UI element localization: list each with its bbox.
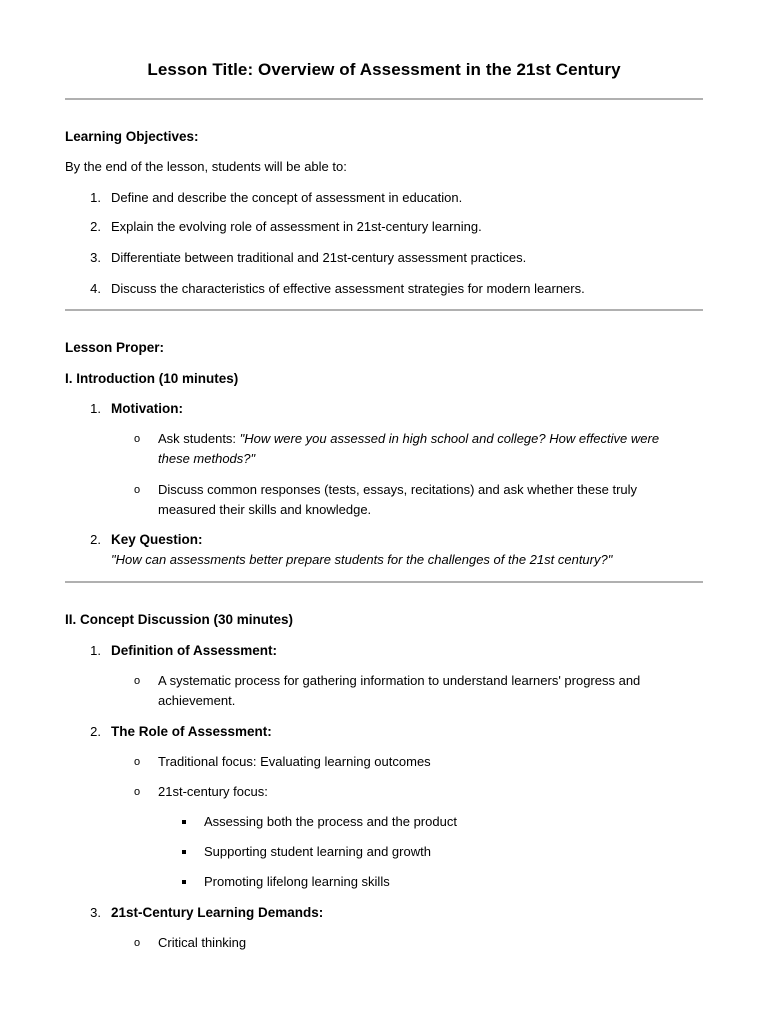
motivation-quote: "How were you assessed in high school and college? How effective were: [239, 431, 660, 446]
divider-1: [65, 98, 703, 100]
objective-item-1: Define and describe the concept of assessment in education.: [111, 190, 463, 205]
definition-line1: A systematic process for gathering information to understand learners' progress and: [158, 673, 641, 688]
key-question-text: "How can assessments better prepare students for the challenges of the 21st century?": [111, 552, 613, 567]
square-bullet-icon: [182, 880, 186, 884]
role-label: The Role of Assessment:: [111, 724, 272, 739]
objective-item-2: Explain the evolving role of assessment in 21st-century learning.: [111, 219, 482, 234]
divider-2: [65, 309, 703, 311]
motivation-prefix: Ask students:: [158, 431, 240, 446]
list-number: 3.: [90, 250, 101, 265]
list-number: 1.: [90, 401, 101, 416]
role-traditional: Traditional focus: Evaluating learning outcomes: [158, 754, 431, 769]
concept-discussion-heading: II. Concept Discussion (30 minutes): [65, 612, 294, 627]
motivation-item-2-line1: Discuss common responses (tests, essays, recitations) and ask whether these truly: [158, 482, 638, 497]
sub-bullet: o: [134, 433, 141, 445]
motivation-item-2-line2: measured their skills and knowledge.: [158, 502, 372, 517]
square-bullet-icon: [182, 850, 186, 854]
definition-line2: achievement.: [158, 693, 236, 708]
role-21st-item-3: Promoting lifelong learning skills: [204, 874, 390, 889]
motivation-item-1-line1: [158, 429, 659, 449]
role-21st-item-1: Assessing both the process and the product: [204, 814, 457, 829]
objectives-heading: Learning Objectives:: [65, 129, 199, 144]
role-21st-item-2: Supporting student learning and growth: [204, 844, 431, 859]
list-number: 2.: [90, 532, 101, 547]
lesson-title: Lesson Title: Overview of Assessment in the 21st Century: [147, 60, 621, 79]
list-number: 3.: [90, 905, 101, 920]
list-number: 1.: [90, 643, 101, 658]
demands-label: 21st-Century Learning Demands:: [111, 905, 324, 920]
key-question-label: Key Question:: [111, 532, 203, 547]
sub-bullet: o: [134, 937, 141, 949]
square-bullet-icon: [182, 820, 186, 824]
objectives-intro: By the end of the lesson, students will be able to:: [65, 159, 347, 174]
sub-bullet: o: [134, 675, 141, 687]
list-number: 4.: [90, 281, 101, 296]
list-number: 2.: [90, 219, 101, 234]
list-number: 2.: [90, 724, 101, 739]
definition-label: Definition of Assessment:: [111, 643, 278, 658]
introduction-heading: I. Introduction (10 minutes): [65, 371, 239, 386]
list-number: 1.: [90, 190, 101, 205]
objective-item-3: Differentiate between traditional and 21st-century assessment practices.: [111, 250, 527, 265]
sub-bullet: o: [134, 484, 141, 496]
objective-item-4: Discuss the characteristics of effective assessment strategies for modern learners.: [111, 281, 585, 296]
sub-bullet: o: [134, 786, 141, 798]
sub-bullet: o: [134, 756, 141, 768]
divider-3: [65, 581, 703, 583]
motivation-item-1-line2: these methods?": [158, 451, 256, 466]
motivation-label: Motivation:: [111, 401, 183, 416]
demands-item-1: Critical thinking: [158, 935, 247, 950]
lesson-proper-heading: Lesson Proper:: [65, 340, 165, 355]
role-21st: 21st-century focus:: [158, 784, 268, 799]
